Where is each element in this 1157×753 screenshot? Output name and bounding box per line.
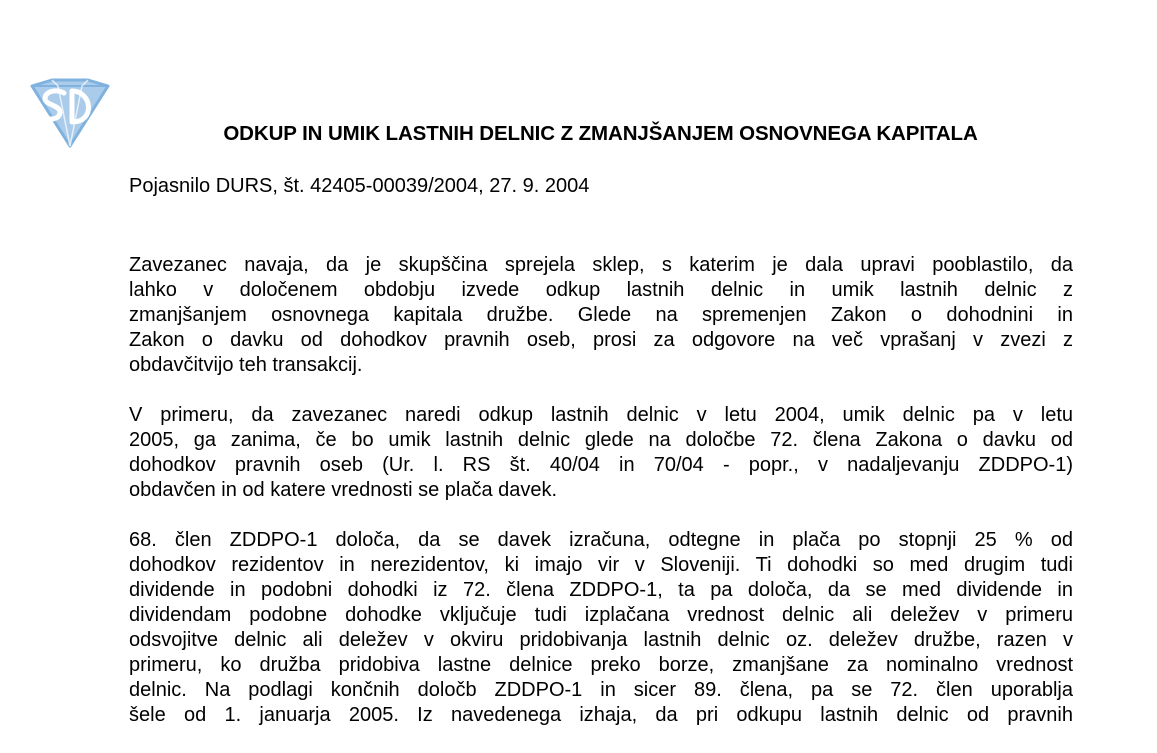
paragraph-line: primeru, ko družba pridobiva lastne delnice preko borze, zmanjšane za nominalno vrednost	[129, 654, 1073, 676]
paragraph-line: 68. člen ZDDPO-1 določa, da se davek izračuna, odtegne in plača po stopnji 25 % od	[129, 529, 1073, 551]
sd-diamond-logo-icon	[26, 76, 112, 150]
paragraph-line: 2005, ga zanima, če bo umik lastnih delnic glede na določbe 72. člena Zakona o davku od	[129, 429, 1073, 451]
paragraph-line: Zavezanec navaja, da je skupščina sprejela sklep, s katerim je dala upravi pooblastilo, da	[129, 254, 1073, 276]
paragraph-line: V primeru, da zavezanec naredi odkup lastnih delnic v letu 2004, umik delnic pa v letu	[129, 404, 1073, 426]
paragraph	[129, 528, 1073, 728]
paragraph-line: odsvojitve delnic ali deležev v okviru pridobivanja lastnih delnic oz. deležev družbe, razen v	[129, 629, 1073, 651]
paragraph	[129, 403, 1073, 503]
paragraph-line: dohodkov rezidentov in nerezidentov, ki imajo vir v Sloveniji. Ti dohodki so med drugim tudi	[129, 554, 1073, 576]
paragraph-line: obdavčen in od katere vrednosti se plača davek.	[129, 479, 558, 501]
paragraph-line: dividendam podobne dohodke vključuje tudi izplačana vrednost delnic ali deležev v primeru	[129, 604, 1073, 626]
paragraph-line: dohodkov pravnih oseb (Ur. l. RS št. 40/04 in 70/04 - popr., v nadaljevanju ZDDPO-1)	[129, 454, 1073, 476]
paragraph-line: šele od 1. januarja 2005. Iz navedenega izhaja, da pri odkupu lastnih delnic od pravnih	[129, 704, 1073, 726]
paragraph-line: dividende in podobni dohodki iz 72. člena ZDDPO-1, ta pa določa, da se med dividende in	[129, 579, 1073, 601]
document-body	[129, 253, 1073, 753]
document-subtitle: Pojasnilo DURS, št. 42405-00039/2004, 27. 9. 2004	[129, 175, 590, 197]
paragraph-line: Zakon o davku od dohodkov pravnih oseb, prosi za odgovore na več vprašanj v zvezi z	[129, 329, 1073, 351]
paragraph-line: obdavčitvijo teh transakcij.	[129, 354, 363, 376]
paragraph-line: delnic. Na podlagi končnih določb ZDDPO-1 in sicer 89. člena, pa se 72. člen uporablja	[129, 679, 1073, 701]
paragraph	[129, 253, 1073, 378]
document-title: ODKUP IN UMIK LASTNIH DELNIC Z ZMANJŠANJEM OSNOVNEGA KAPITALA	[223, 122, 978, 145]
paragraph-line: lahko v določenem obdobju izvede odkup lastnih delnic in umik lastnih delnic z	[129, 279, 1073, 301]
paragraph-line: zmanjšanjem osnovnega kapitala družbe. Glede na spremenjen Zakon o dohodnini in	[129, 304, 1073, 326]
